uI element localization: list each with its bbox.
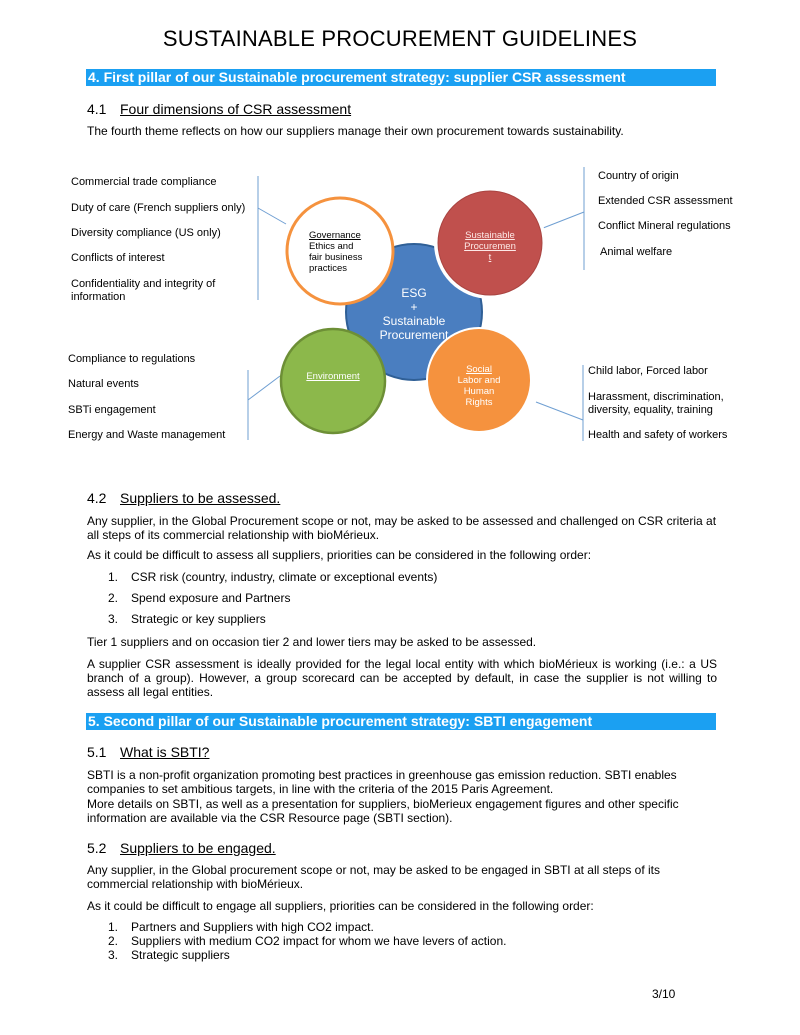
governance-line: fair business bbox=[309, 252, 363, 263]
social-connector-line bbox=[536, 402, 583, 420]
environment-connector-line bbox=[248, 376, 280, 400]
section-5-heading: 5. Second pillar of our Sustainable procurement strategy: SBTI engagement bbox=[86, 713, 716, 730]
governance-title: Governance bbox=[309, 230, 361, 241]
list-item: 1. Partners and Suppliers with high CO2 impact. bbox=[108, 920, 374, 934]
social-line: Human bbox=[463, 386, 495, 397]
subsection-number: 4.2 bbox=[87, 490, 107, 506]
paragraph: A supplier CSR assessment is ideally provided for the legal local entity with which bioMérieux is working (i.e.: a US branch of a group). However, a group scorecard can be accepted by default, in case the supplier is not willing to assess all legal entities. bbox=[87, 657, 717, 699]
subsection-5-2-heading bbox=[87, 840, 276, 856]
list-item: 1. CSR risk (country, industry, climate or exceptional events) bbox=[108, 570, 438, 584]
subsection-title: Suppliers to be assessed. bbox=[120, 490, 281, 506]
governance-connector-line bbox=[258, 208, 286, 224]
paragraph: As it could be difficult to engage all suppliers, priorities can be considered in the following order: bbox=[87, 899, 594, 913]
social-line: Labor and bbox=[457, 375, 501, 386]
procurement-connector-line bbox=[538, 212, 584, 230]
subsection-4-2-heading bbox=[87, 490, 280, 506]
center-label-line: ESG bbox=[401, 286, 427, 300]
list-item: 3. Strategic suppliers bbox=[108, 948, 230, 962]
paragraph: Tier 1 suppliers and on occasion tier 2 and lower tiers may be asked to be assessed. bbox=[87, 635, 537, 649]
procurement-item: Animal welfare bbox=[600, 246, 673, 258]
environment-item: Compliance to regulations bbox=[68, 353, 196, 365]
center-circle-label bbox=[360, 286, 468, 342]
social-item: Child labor, Forced labor bbox=[588, 365, 708, 377]
paragraph: Any supplier, in the Global procurement scope or not, may be asked to be engaged in SBTI at all steps of its commercial relationship with bioMérieux. bbox=[87, 863, 660, 891]
paragraph: Any supplier, in the Global Procurement scope or not, may be asked to be assessed and challenged on CSR criteria at all steps of its commercial relationship with bioMérieux. bbox=[87, 514, 717, 542]
social-line: Rights bbox=[465, 397, 493, 408]
subsection-title: What is SBTI? bbox=[120, 744, 210, 760]
governance-circle-label bbox=[309, 230, 381, 274]
social-item: Harassment, discrimination, diversity, equality, training bbox=[588, 391, 724, 416]
subsection-number: 5.2 bbox=[87, 840, 107, 856]
center-label-line: Procurement bbox=[379, 328, 449, 342]
environment-item: Natural events bbox=[68, 378, 139, 390]
social-title: Social bbox=[466, 364, 492, 375]
governance-item: Conflicts of interest bbox=[71, 252, 165, 264]
assessment-priority-list bbox=[108, 570, 437, 633]
governance-item: Duty of care (French suppliers only) bbox=[71, 202, 246, 214]
procurement-item: Extended CSR assessment bbox=[598, 195, 733, 207]
governance-line: practices bbox=[309, 263, 348, 274]
environment-item: SBTi engagement bbox=[68, 404, 156, 416]
governance-item: Diversity compliance (US only) bbox=[71, 227, 221, 239]
page-number: 3/10 bbox=[652, 987, 676, 1001]
environment-circle-label: Environment bbox=[306, 371, 360, 382]
subsection-title: Four dimensions of CSR assessment bbox=[120, 101, 352, 117]
governance-line: Ethics and bbox=[309, 241, 354, 252]
governance-item: Confidentiality and integrity of information bbox=[71, 278, 216, 303]
procurement-line: Sustainable bbox=[465, 230, 515, 241]
environment-item: Energy and Waste management bbox=[68, 429, 226, 441]
social-item: Health and safety of workers bbox=[588, 429, 728, 441]
paragraph: SBTI is a non-profit organization promoting best practices in greenhouse gas emission reduction. SBTI enables companies to set ambitious targets, in line with the criteria of the 2015 Paris Agreement. bbox=[87, 768, 677, 796]
subsection-5-1-heading bbox=[87, 744, 209, 760]
procurement-circle-label bbox=[454, 230, 526, 263]
social-circle-label bbox=[443, 364, 515, 408]
governance-item: Commercial trade compliance bbox=[71, 176, 217, 188]
procurement-line: Procuremen bbox=[464, 241, 516, 252]
engagement-priority-list bbox=[108, 920, 507, 962]
paragraph: As it could be difficult to assess all suppliers, priorities can be considered in the following order: bbox=[87, 548, 592, 562]
procurement-line: t bbox=[488, 252, 492, 263]
subsection-number: 4.1 bbox=[87, 101, 107, 117]
list-item: 2. Spend exposure and Partners bbox=[108, 591, 291, 605]
section-4-heading: 4. First pillar of our Sustainable procurement strategy: supplier CSR assessment bbox=[86, 69, 716, 86]
paragraph: More details on SBTI, as well as a presentation for suppliers, bioMerieux engagement figures and other specific information are available via the CSR Resource page (SBTI section). bbox=[87, 797, 679, 825]
subsection-title: Suppliers to be engaged. bbox=[120, 840, 276, 856]
list-item: 2. Suppliers with medium CO2 impact for whom we have levers of action. bbox=[108, 934, 507, 948]
subsection-4-1-intro: The fourth theme reflects on how our suppliers manage their own procurement towards sustainability. bbox=[87, 124, 624, 138]
center-label-line: Sustainable bbox=[382, 314, 446, 328]
procurement-item: Conflict Mineral regulations bbox=[598, 220, 731, 232]
list-item: 3. Strategic or key suppliers bbox=[108, 612, 266, 626]
subsection-number: 5.1 bbox=[87, 744, 107, 760]
center-label-line: + bbox=[410, 300, 418, 314]
procurement-item: Country of origin bbox=[598, 170, 679, 182]
document-title: SUSTAINABLE PROCUREMENT GUIDELINES bbox=[162, 26, 638, 51]
